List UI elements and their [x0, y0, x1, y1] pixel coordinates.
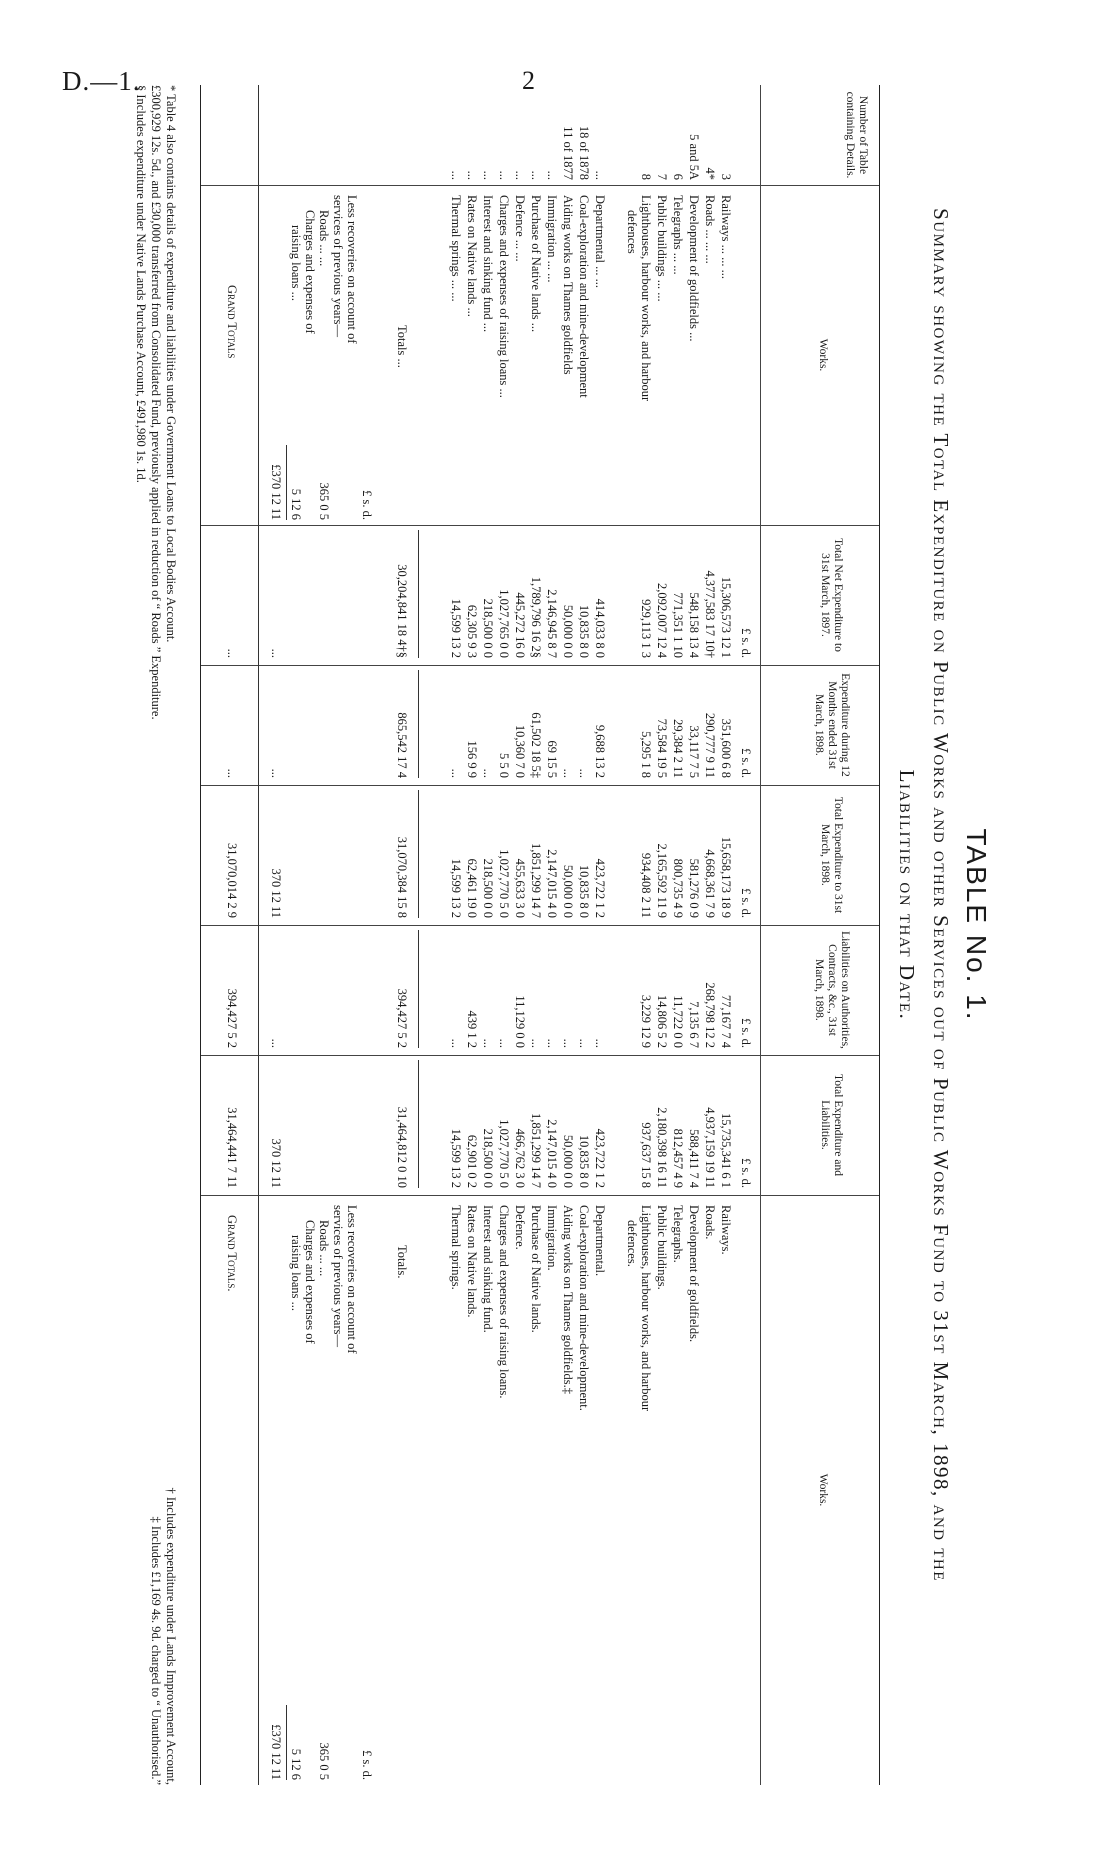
table-title: TABLE No. 1. — [961, 828, 992, 1022]
row-3-wr: Telegraphs. — [671, 1205, 685, 1263]
recoveries-charges-2: raising loans ... — [289, 225, 303, 302]
row-1-work: Roads ... ... ... — [703, 195, 717, 264]
row-12-c3: 1,027,770 5 0 — [497, 849, 511, 918]
row-11-c4: 11,129 0 0 — [513, 995, 527, 1048]
row-12-wr: Charges and expenses of raising loans. — [497, 1205, 511, 1399]
row-10-c4: ... — [529, 1038, 543, 1048]
row-15-c4: ... — [449, 1038, 463, 1048]
page-reference: D.—1. — [62, 66, 141, 96]
recoveries-roads-value: 365 0 5 — [317, 482, 331, 520]
recoveries-units: £ s. d. — [360, 490, 374, 520]
recoveries-right-roads: Roads ... ... — [317, 1220, 331, 1277]
row-14-c3: 62,461 19 0 — [465, 858, 479, 918]
row-9-wr: Immigration. — [545, 1205, 559, 1271]
totals-col1: 30,204,841 18 4†§ — [395, 564, 409, 658]
row-8-c5: 50,000 0 0 — [561, 1134, 575, 1188]
row-9-c4: ... — [545, 1038, 559, 1048]
row-4-c5: 2,180,398 16 11 — [655, 1107, 669, 1188]
row-2-c5: 588,411 7 4 — [687, 1129, 701, 1188]
row-10-wr: Purchase of Native lands. — [529, 1205, 543, 1333]
header-expenditure-12-months: Expenditure during 12 Months ended 31st March, 1898. — [813, 673, 851, 777]
row-2-c4: 7,135 6 7 — [687, 1001, 701, 1048]
header-works-right: Works. — [817, 1473, 829, 1507]
row-1-c5: 4,937,159 19 11 — [703, 1107, 717, 1188]
row-7-c3: 10,835 8 0 — [577, 864, 591, 918]
row-7-c4: ... — [577, 1038, 591, 1048]
recoveries-right-units: £ s. d. — [360, 1750, 374, 1780]
footnote-line2: £300,929 12s. 5d., and £30,000 transferred from Consolidated Fund, previously applied in reduction of “ Roads ” Expenditure. — [149, 85, 163, 720]
grand-col1: ... — [225, 648, 239, 658]
row-13-c5: 218,500 0 0 — [481, 1128, 495, 1188]
summary-table — [200, 85, 880, 1785]
row-0-c2: 351,600 6 8 — [719, 718, 733, 778]
table-subtitle — [890, 115, 958, 1675]
recoveries-charges-1: Charges and expenses of — [303, 210, 317, 334]
row-13-c2: ... — [481, 768, 495, 778]
row-7-c5: 10,835 8 0 — [577, 1134, 591, 1188]
row-1-c1: 4,377,583 17 10† — [703, 570, 717, 658]
subtitle-line-2: Liabilities on that Date. — [895, 769, 919, 1021]
header-liabilities: Liabilities on Authorities, Contracts, &c., 31st March, 1898. — [813, 931, 851, 1049]
row-12-c4: ... — [497, 1038, 511, 1048]
row-2-work: Development of goldfields ... — [687, 195, 701, 342]
row-10-c3: 1,851,299 14 7 — [529, 843, 543, 918]
row-0-c3: 15,658,173 18 9 — [719, 836, 733, 918]
recoveries-line2: services of previous years— — [331, 195, 345, 337]
totals-col2: 865,542 17 4 — [395, 712, 409, 778]
header-total-exp-liabilities: Total Expenditure and Liabilities. — [819, 1073, 844, 1177]
row-7-work: Coal-exploration and mine-development — [577, 195, 591, 398]
row-14-c5: 62,901 0 2 — [465, 1134, 479, 1188]
row-15-c2: ... — [449, 768, 463, 778]
row-15-ref: ... — [449, 170, 463, 180]
row-14-c1: 62,305 9 3 — [465, 604, 479, 658]
recoveries-roads: Roads ... ... — [317, 210, 331, 267]
row-9-c3: 2,147,015 4 0 — [545, 849, 559, 918]
units-col4: £ s. d. — [739, 1018, 753, 1048]
row-3-work: Telegraphs ... ... — [671, 195, 685, 275]
footnote-star: * Table 4 also contains details of expenditure and liabilities under Government Loans to Local Bodies Account. — [164, 85, 178, 643]
row-13-work: Interest and sinking fund ... — [481, 195, 495, 333]
row-5-ref: 8 — [639, 173, 653, 180]
row-6-c5: 423,722 1 2 — [593, 1128, 607, 1188]
row-4-c2: 73,584 19 5 — [655, 718, 669, 778]
totals-col3: 31,070,384 15 8 — [395, 836, 409, 918]
row-2-c3: 581,276 0 9 — [687, 858, 701, 918]
units-col5: £ s. d. — [739, 1158, 753, 1188]
grand-col4: 394,427 5 2 — [225, 988, 239, 1048]
row-9-c2: 69 15 5 — [545, 740, 559, 778]
row-11-wr: Defence. — [513, 1205, 527, 1250]
row-6-c4: ... — [593, 1038, 607, 1048]
row-5-work2: defences — [625, 210, 639, 254]
recoveries-right-line2: services of previous years— — [331, 1205, 345, 1347]
header-table-no: Number of Table containing Details. — [844, 91, 869, 179]
row-14-ref: ... — [465, 170, 479, 180]
units-col2: £ s. d. — [739, 748, 753, 778]
row-9-ref: ... — [545, 170, 559, 180]
row-15-c5: 14,599 13 2 — [449, 1128, 463, 1188]
row-3-c5: 812,457 4 9 — [671, 1128, 685, 1188]
grand-totals-label: Grand Totals — [225, 285, 239, 359]
row-11-c2: 10,360 7 0 — [513, 724, 527, 778]
row-3-ref: 6 — [671, 173, 685, 180]
recoveries-col2: ... — [269, 768, 283, 778]
row-6-c2: 9,688 13 2 — [593, 724, 607, 778]
row-5-wr: Lighthouses, harbour works, and harbour — [639, 1205, 653, 1412]
row-6-c3: 423,722 1 2 — [593, 858, 607, 918]
row-5-c2: 5,295 1 8 — [639, 731, 653, 778]
row-14-wr: Rates on Native lands. — [465, 1205, 479, 1318]
totals-label-right: Totals. — [395, 1245, 409, 1279]
row-1-c4: 268,798 12 2 — [703, 982, 717, 1048]
row-11-c3: 455,633 3 0 — [513, 858, 527, 918]
row-12-c2: 5 5 0 — [497, 753, 511, 778]
row-0-c1: 15,306,573 12 1 — [719, 576, 733, 658]
row-10-c1: 1,789,796 16 2§ — [529, 576, 543, 658]
row-4-c4: 14,806 5 2 — [655, 994, 669, 1048]
recoveries-col4: ... — [269, 1038, 283, 1048]
header-total-expenditure: Total Expenditure to 31st March, 1898. — [819, 796, 844, 914]
row-2-c1: 548,158 13 4 — [687, 592, 701, 658]
recoveries-col5: 370 12 11 — [269, 1138, 283, 1188]
row-6-c1: 414,033 8 0 — [593, 598, 607, 658]
row-1-wr: Roads. — [703, 1205, 717, 1240]
recoveries-right-roads-value: 365 0 5 — [317, 1742, 331, 1780]
row-6-ref: ... — [593, 170, 607, 180]
row-8-work: Aiding works on Thames goldfields — [561, 195, 575, 375]
row-8-c4: ... — [561, 1038, 575, 1048]
recoveries-col3: 370 12 11 — [269, 868, 283, 918]
row-0-ref: 3 — [719, 173, 733, 180]
row-8-ref: 11 of 1877 — [561, 126, 575, 180]
row-15-c3: 14,599 13 2 — [449, 858, 463, 918]
grand-col3: 31,070,014 2 9 — [225, 843, 239, 918]
row-15-c1: 14,599 13 2 — [449, 598, 463, 658]
recoveries-right-total: £370 12 11 — [269, 1724, 283, 1780]
grand-totals-label-right: Grand Totals. — [225, 1215, 239, 1292]
row-7-wr: Coal-exploration and mine-development. — [577, 1205, 591, 1411]
row-13-c1: 218,500 0 0 — [481, 598, 495, 658]
row-1-c3: 4,668,361 7 9 — [703, 849, 717, 918]
row-3-c3: 800,735 4 9 — [671, 858, 685, 918]
row-1-ref: 4* — [703, 167, 717, 180]
recoveries-charges-value: 5 12 6 — [289, 488, 303, 520]
units-col1: £ s. d. — [739, 628, 753, 658]
row-5-c4: 3,229 12 9 — [639, 994, 653, 1048]
grand-col2: ... — [225, 768, 239, 778]
row-2-ref: 5 and 5A — [687, 134, 701, 180]
row-14-c4: 439 1 2 — [465, 1010, 479, 1048]
footnote-section: § Includes expenditure under Native Lands Purchase Account, £491,980 1s. 1d. — [134, 85, 148, 483]
row-13-ref: ... — [481, 170, 495, 180]
row-0-c4: 77,167 7 4 — [719, 994, 733, 1048]
subtitle-line-1: Summary showing the Total Expenditure on Public Works and other Services out of Public Works Fund to 31st March, 1898, and the — [929, 208, 953, 1582]
row-4-wr: Public buildings. — [655, 1205, 669, 1290]
row-4-c1: 2,092,007 12 4 — [655, 583, 669, 658]
row-12-c5: 1,027,770 5 0 — [497, 1119, 511, 1188]
row-10-c2: 61,502 18 5‡ — [529, 712, 543, 778]
recoveries-col1: ... — [269, 648, 283, 658]
row-2-wr: Development of goldfields. — [687, 1205, 701, 1343]
row-1-c2: 290,777 9 11 — [703, 712, 717, 778]
row-14-c2: 156 9 9 — [465, 740, 479, 778]
recoveries-total: £370 12 11 — [269, 464, 283, 520]
row-5-c5: 937,637 15 8 — [639, 1122, 653, 1188]
row-14-work: Rates on Native lands ... — [465, 195, 479, 317]
row-5-work: Lighthouses, harbour works, and harbour — [639, 195, 653, 402]
row-11-ref: ... — [513, 170, 527, 180]
row-11-c5: 466,762 3 0 — [513, 1128, 527, 1188]
row-5-wr2: defences. — [625, 1220, 639, 1267]
footnote-ddagger: ‡ Includes £1,169 4s. 9d. charged to “ Unauthorised.” — [149, 1516, 163, 1785]
row-4-work: Public buildings ... ... — [655, 195, 669, 302]
row-12-work: Charges and expenses of raising loans ... — [497, 195, 511, 398]
recoveries-right-charges-2: raising loans ... — [289, 1235, 303, 1312]
row-3-c4: 11,722 0 0 — [671, 995, 685, 1048]
units-col3: £ s. d. — [739, 888, 753, 918]
footnotes — [133, 85, 178, 1785]
recoveries-line1: Less recoveries on account of — [345, 195, 359, 344]
totals-col5: 31,464,812 0 10 — [395, 1106, 409, 1188]
row-13-wr: Interest and sinking fund. — [481, 1205, 495, 1333]
header-works: Works. — [817, 338, 829, 372]
row-15-work: Thermal springs ... ... — [449, 195, 463, 302]
row-4-c3: 2,165,592 11 9 — [655, 843, 669, 918]
row-4-ref: 7 — [655, 173, 669, 180]
row-6-wr: Departmental. — [593, 1205, 607, 1277]
row-12-ref: ... — [497, 170, 511, 180]
row-10-work: Purchase of Native lands ... — [529, 195, 543, 333]
rotated-table-sheet — [55, 55, 1040, 1815]
row-5-c3: 934,408 2 11 — [639, 852, 653, 918]
row-9-c5: 2,147,015 4 0 — [545, 1119, 559, 1188]
row-7-ref: 18 of 1878 — [577, 125, 591, 180]
row-0-wr: Railways. — [719, 1205, 733, 1255]
row-15-wr: Thermal springs. — [449, 1205, 463, 1290]
row-8-wr: Aiding works on Thames goldfields.‡ — [561, 1205, 575, 1394]
grand-col5: 31,464,441 7 11 — [225, 1107, 239, 1188]
row-7-c2: ... — [577, 768, 591, 778]
recoveries-right-charges-value: 5 12 6 — [289, 1748, 303, 1780]
totals-col4: 394,427 5 2 — [395, 988, 409, 1048]
row-8-c3: 50,000 0 0 — [561, 864, 575, 918]
recoveries-right-charges-1: Charges and expenses of — [303, 1220, 317, 1344]
row-10-ref: ... — [529, 170, 543, 180]
row-12-c1: 1,027,765 0 0 — [497, 589, 511, 658]
footnote-dagger: † Includes expenditure under Lands Improvement Account, — [164, 1487, 178, 1785]
row-2-c2: 33,117 7 5 — [687, 725, 701, 778]
totals-label: Totals ... — [395, 325, 409, 368]
row-6-work: Departmental ... ... — [593, 195, 607, 289]
page-number: 2 — [522, 66, 535, 95]
row-10-c5: 1,851,299 14 7 — [529, 1113, 543, 1188]
recoveries-right-line1: Less recoveries on account of — [345, 1205, 359, 1354]
row-13-c3: 218,500 0 0 — [481, 858, 495, 918]
row-0-work: Railways ... ... ... — [719, 195, 733, 280]
header-net-expenditure: Total Net Expenditure to 31st March, 1897. — [819, 538, 844, 652]
row-3-c1: 771,351 1 10 — [671, 592, 685, 658]
row-11-work: Defence ... ... — [513, 195, 527, 262]
row-8-c1: 50,000 0 0 — [561, 604, 575, 658]
row-8-c2: ... — [561, 768, 575, 778]
row-13-c4: ... — [481, 1038, 495, 1048]
row-5-c1: 929,113 1 3 — [639, 599, 653, 658]
row-9-c1: 2,146,945 8 7 — [545, 589, 559, 658]
row-11-c1: 445,272 16 0 — [513, 592, 527, 658]
row-3-c2: 29,384 2 11 — [671, 719, 685, 778]
row-7-c1: 10,835 8 0 — [577, 604, 591, 658]
row-0-c5: 15,735,341 6 1 — [719, 1113, 733, 1188]
row-9-work: Immigration ... ... — [545, 195, 559, 283]
